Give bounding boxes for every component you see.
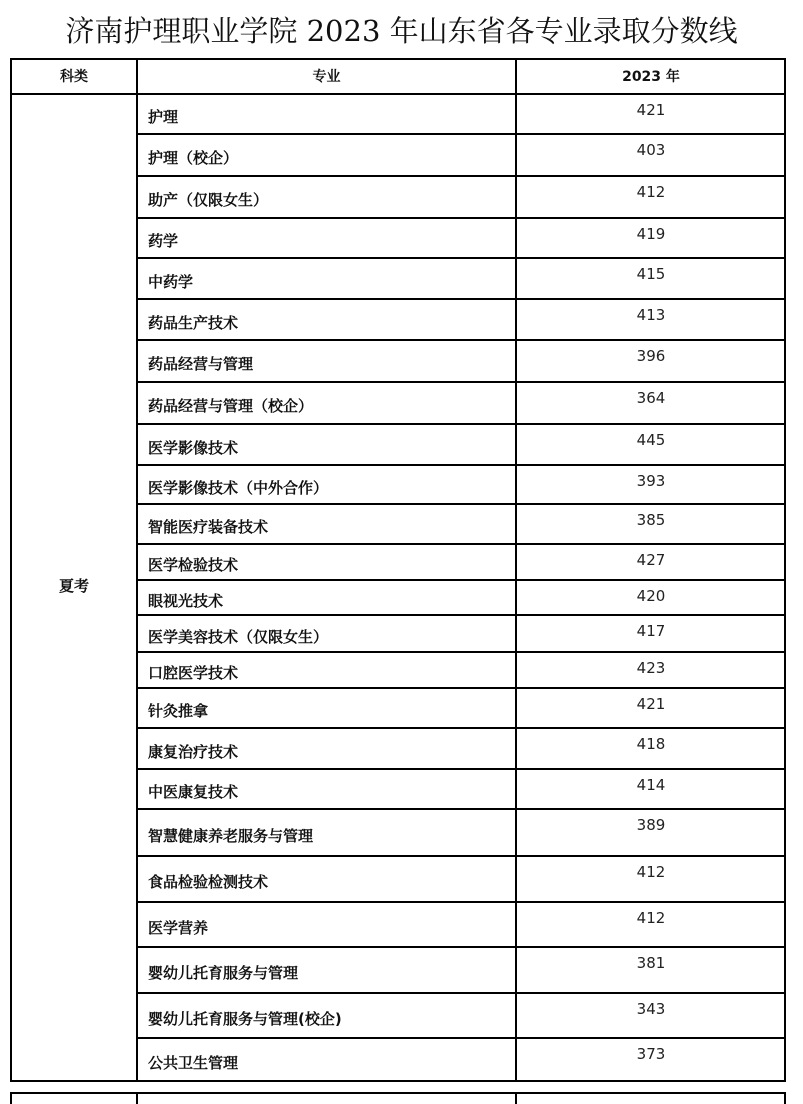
next-table-row xyxy=(10,1092,786,1104)
major-name: 医学影像技术（中外合作） xyxy=(148,478,329,497)
major-name: 医学影像技术 xyxy=(148,438,239,457)
header-divider xyxy=(10,93,786,95)
major-name: 康复治疗技术 xyxy=(148,742,239,761)
admission-score: 421 xyxy=(636,695,666,713)
admission-score: 412 xyxy=(636,183,666,201)
major-name: 护理 xyxy=(148,108,179,126)
row-divider xyxy=(136,381,786,383)
category-cell: 夏考 xyxy=(58,577,89,595)
admission-score: 427 xyxy=(636,551,666,569)
row-divider xyxy=(136,175,786,177)
major-name: 中医康复技术 xyxy=(148,783,239,801)
row-divider xyxy=(136,855,786,857)
row-divider xyxy=(136,768,786,770)
admission-score: 414 xyxy=(636,776,666,794)
admission-score: 381 xyxy=(636,954,666,972)
row-divider xyxy=(136,217,786,219)
row-divider xyxy=(136,808,786,810)
major-name: 医学检验技术 xyxy=(148,556,239,574)
admission-score: 421 xyxy=(636,101,666,119)
major-name: 药品生产技术 xyxy=(148,313,239,332)
row-divider xyxy=(136,133,786,135)
column-divider xyxy=(136,1092,138,1104)
major-name: 中药学 xyxy=(148,272,194,291)
row-divider xyxy=(136,727,786,729)
admission-score: 419 xyxy=(636,225,666,243)
major-name: 婴幼儿托育服务与管理 xyxy=(148,964,299,982)
admission-score: 412 xyxy=(636,909,666,927)
admission-score: 417 xyxy=(636,622,666,640)
major-name: 食品检验检测技术 xyxy=(148,873,269,891)
admission-score: 396 xyxy=(636,347,666,365)
admission-score: 445 xyxy=(636,431,666,449)
admission-score: 389 xyxy=(636,816,666,834)
major-name: 针灸推拿 xyxy=(148,702,209,720)
row-divider xyxy=(136,614,786,616)
major-name: 眼视光技术 xyxy=(148,591,224,610)
admission-score: 413 xyxy=(636,306,666,324)
admission-score: 373 xyxy=(636,1045,666,1063)
major-name: 智慧健康养老服务与管理 xyxy=(148,826,314,845)
row-divider xyxy=(136,257,786,259)
major-name: 智能医疗装备技术 xyxy=(148,518,269,536)
row-divider xyxy=(136,423,786,425)
admission-score: 393 xyxy=(636,472,666,490)
row-divider xyxy=(136,503,786,505)
row-divider xyxy=(136,579,786,581)
major-name: 助产（仅限女生） xyxy=(148,191,269,209)
column-divider xyxy=(515,58,517,1082)
major-name: 药学 xyxy=(148,232,179,250)
major-name: 药品经营与管理（校企） xyxy=(148,397,314,415)
admission-score: 403 xyxy=(636,141,666,159)
score-table xyxy=(10,58,786,1082)
admission-score: 385 xyxy=(636,511,666,529)
major-name: 婴幼儿托育服务与管理(校企) xyxy=(148,1009,342,1028)
row-divider xyxy=(136,543,786,545)
major-name: 药品经营与管理 xyxy=(148,355,254,373)
row-divider xyxy=(136,1037,786,1039)
row-divider xyxy=(136,298,786,300)
admission-score: 343 xyxy=(636,1000,666,1018)
admission-score: 418 xyxy=(636,735,666,753)
page-title: 济南护理职业学院 2023 年山东省各专业录取分数线 xyxy=(65,14,738,48)
row-divider xyxy=(136,464,786,466)
major-name: 公共卫生管理 xyxy=(148,1053,239,1072)
row-divider xyxy=(136,992,786,994)
admission-score: 415 xyxy=(636,265,666,283)
header-major: 专业 xyxy=(312,69,341,85)
admission-score: 412 xyxy=(636,863,666,881)
column-divider xyxy=(515,1092,517,1104)
major-name: 医学营养 xyxy=(148,918,209,937)
admission-score: 364 xyxy=(636,389,666,407)
row-divider xyxy=(10,1080,786,1082)
admission-score: 420 xyxy=(636,587,666,605)
admission-score: 423 xyxy=(636,659,666,677)
header-category: 科类 xyxy=(60,69,88,85)
row-divider xyxy=(136,946,786,948)
row-divider xyxy=(136,687,786,689)
header-year: 2023 年 xyxy=(622,69,680,85)
major-name: 护理（校企） xyxy=(148,149,239,167)
row-divider xyxy=(136,339,786,341)
row-divider xyxy=(136,901,786,903)
major-name: 口腔医学技术 xyxy=(148,664,239,682)
row-divider xyxy=(136,651,786,653)
column-divider xyxy=(136,58,138,1082)
major-name: 医学美容技术（仅限女生） xyxy=(148,627,329,646)
